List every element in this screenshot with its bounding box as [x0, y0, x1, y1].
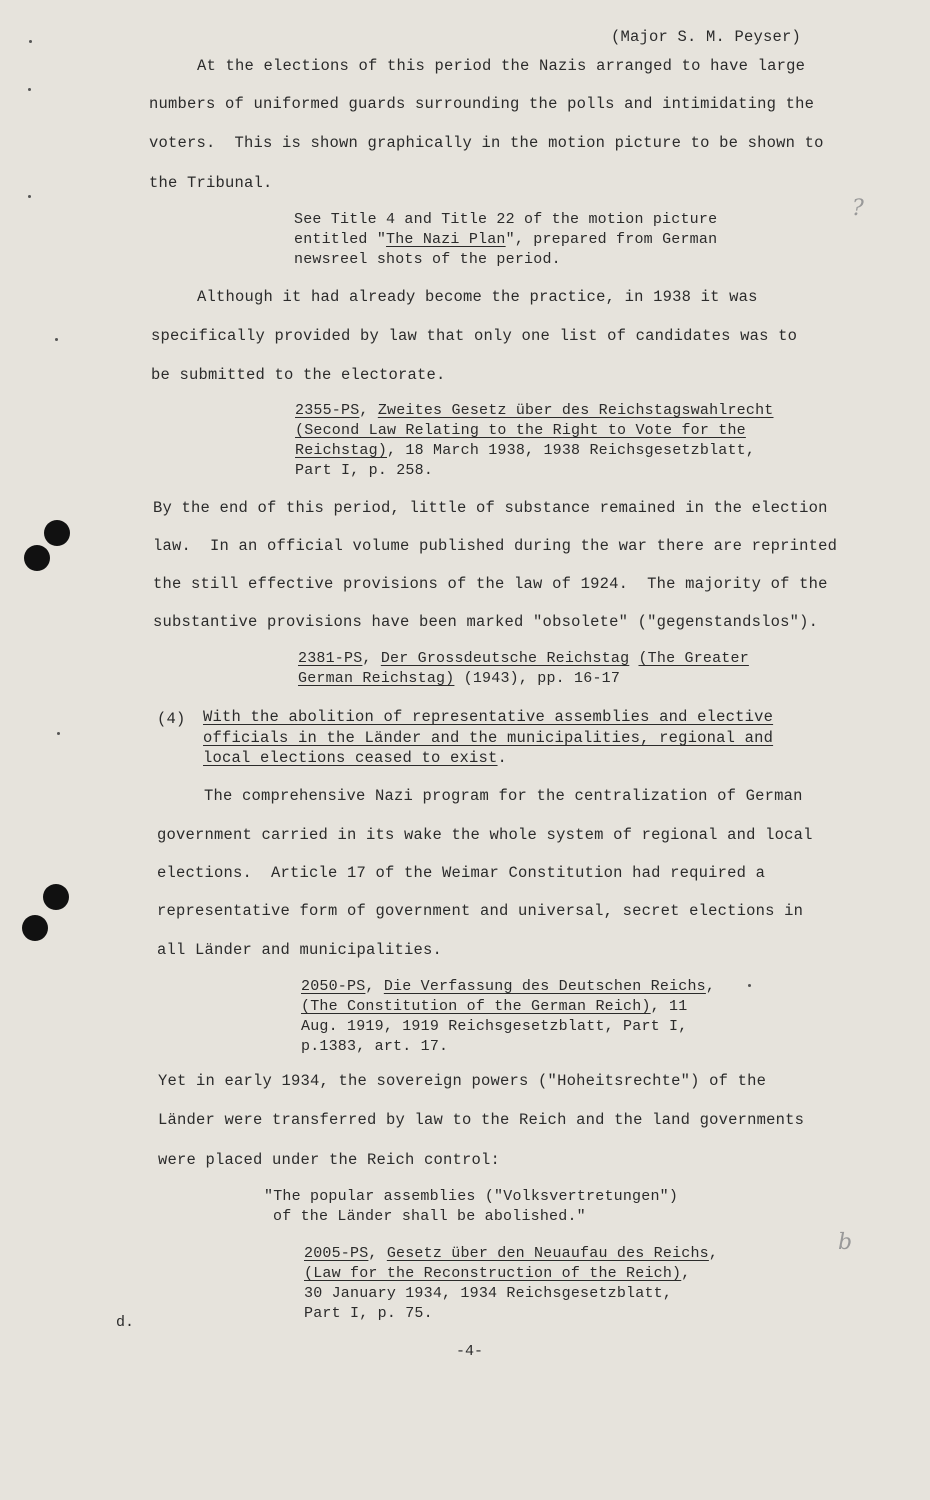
paragraph-line: voters. This is shown graphically in the motion picture to be shown to — [149, 134, 824, 152]
footer-mark: d. — [116, 1314, 135, 1331]
paragraph-line: all Länder and municipalities. — [157, 941, 443, 959]
paragraph-line: law. In an official volume published during the war there are reprinted — [153, 537, 838, 555]
paragraph-line: Although it had already become the practice, in 1938 it was — [197, 288, 758, 306]
citation-line: Reichstag), 18 March 1938, 1938 Reichsgesetzblatt, — [295, 442, 756, 459]
margin-note: b — [838, 1230, 853, 1255]
speck — [28, 88, 31, 91]
document-id: 2381-PS — [298, 650, 363, 667]
paragraph-line: government carried in its wake the whole system of regional and local — [157, 826, 813, 844]
speck — [57, 732, 60, 735]
paragraph-line: the Tribunal. — [149, 174, 273, 192]
punch-hole — [43, 884, 69, 910]
paragraph-line: be submitted to the electorate. — [151, 366, 446, 384]
citation-line: Part I, p. 75. — [304, 1305, 433, 1322]
page-number: -4- — [456, 1343, 484, 1360]
paragraph-line: The comprehensive Nazi program for the centralization of German — [204, 787, 803, 805]
citation-line: 2050-PS, Die Verfassung des Deutschen Reichs, — [301, 978, 716, 995]
paragraph-line: were placed under the Reich control: — [158, 1151, 501, 1169]
citation-line: (The Constitution of the German Reich), 11 — [301, 998, 688, 1015]
quote-line: of the Länder shall be abolished." — [273, 1208, 586, 1225]
law-title: Die Verfassung des Deutschen Reichs — [383, 978, 706, 995]
law-title: Zweites Gesetz über des Reichstagswahlrecht — [377, 402, 774, 419]
section-heading-line: officials in the Länder and the municipalities, regional and — [203, 729, 774, 747]
author-header: (Major S. M. Peyser) — [611, 28, 802, 46]
law-title: Der Grossdeutsche Reichstag — [380, 650, 630, 667]
quote-line: "The popular assemblies ("Volksvertretungen") — [264, 1188, 679, 1205]
paragraph-line: specifically provided by law that only one list of candidates was to — [151, 327, 798, 345]
speck — [55, 338, 58, 341]
paragraph-line: By the end of this period, little of substance remained in the election — [153, 499, 828, 517]
citation-line: newsreel shots of the period. — [294, 251, 561, 268]
paragraph-line: numbers of uniformed guards surrounding the polls and intimidating the — [149, 95, 815, 113]
paragraph-line: Yet in early 1934, the sovereign powers ("Hoheitsrechte") of the — [158, 1072, 767, 1090]
citation-line: 2381-PS, Der Grossdeutsche Reichstag (The Greater — [298, 650, 749, 667]
paragraph-line: representative form of government and universal, secret elections in — [157, 902, 804, 920]
section-heading-line: With the abolition of representative assemblies and elective — [203, 708, 774, 726]
citation-line: 30 January 1934, 1934 Reichsgesetzblatt, — [304, 1285, 673, 1302]
citation-line: Aug. 1919, 1919 Reichsgesetzblatt, Part I, — [301, 1018, 688, 1035]
speck — [748, 984, 751, 987]
punch-hole — [22, 915, 48, 941]
citation-line: (Law for the Reconstruction of the Reich), — [304, 1265, 691, 1282]
citation-line: See Title 4 and Title 22 of the motion picture — [294, 211, 718, 228]
section-number: (4) — [157, 710, 186, 728]
paragraph-line: elections. Article 17 of the Weimar Constitution had required a — [157, 864, 766, 882]
speck — [28, 195, 31, 198]
section-heading-line: local elections ceased to exist. — [203, 749, 508, 767]
document-id: 2355-PS — [295, 402, 360, 419]
citation-line: entitled "The Nazi Plan", prepared from German — [294, 231, 718, 248]
citation-line: 2355-PS, Zweites Gesetz über des Reichstagswahlrecht — [295, 402, 774, 419]
speck — [29, 40, 32, 43]
paragraph-line: substantive provisions have been marked "obsolete" ("gegenstandslos"). — [153, 613, 819, 631]
citation-line: (Second Law Relating to the Right to Vote for the — [295, 422, 746, 439]
citation-line: 2005-PS, Gesetz über den Neuaufau des Reichs, — [304, 1245, 719, 1262]
paragraph-line: the still effective provisions of the law of 1924. The majority of the — [153, 575, 828, 593]
document-id: 2050-PS — [301, 978, 366, 995]
paragraph-line: At the elections of this period the Nazis arranged to have large — [197, 57, 806, 75]
punch-hole — [44, 520, 70, 546]
paragraph-line: Länder were transferred by law to the Reich and the land governments — [158, 1111, 805, 1129]
law-title: Gesetz über den Neuaufau des Reichs — [386, 1245, 709, 1262]
citation-line: German Reichstag) (1943), pp. 16-17 — [298, 670, 621, 687]
citation-line: Part I, p. 258. — [295, 462, 434, 479]
film-title: The Nazi Plan — [386, 231, 506, 248]
citation-line: p.1383, art. 17. — [301, 1038, 449, 1055]
punch-hole — [24, 545, 50, 571]
document-id: 2005-PS — [304, 1245, 369, 1262]
margin-note: ? — [852, 196, 864, 221]
